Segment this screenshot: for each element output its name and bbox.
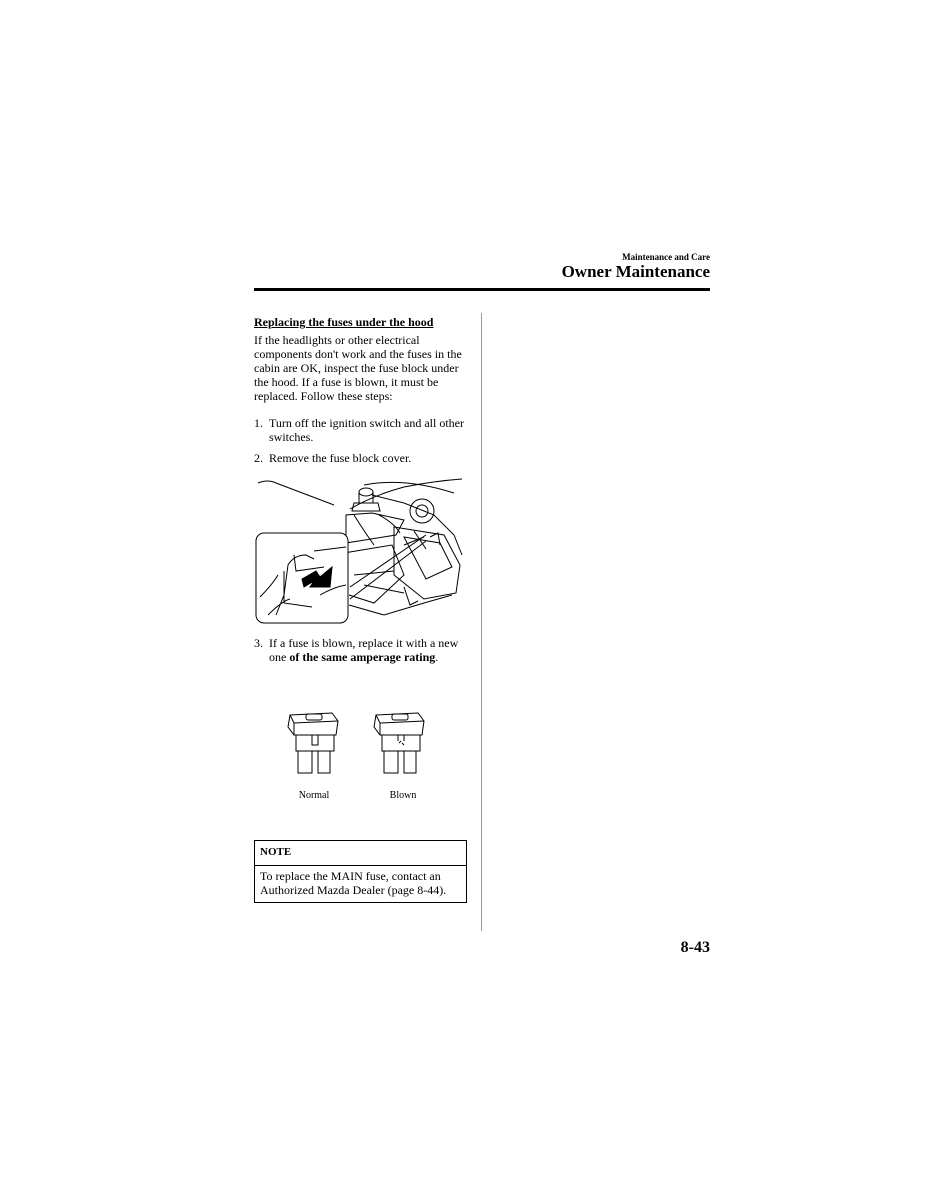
- blown-fuse-icon: [374, 713, 424, 773]
- header-divider: [254, 288, 710, 291]
- normal-fuse-label: Normal: [298, 790, 330, 801]
- fuse-block-cover-illustration: [254, 475, 466, 627]
- intro-paragraph: If the headlights or other electrical components don't work and the fuses in the cabin are OK, inspect the fuse block under the hood. If a fuse is blown, it must be replaced. Follow these steps:: [254, 333, 462, 403]
- step-number: 3.: [254, 636, 263, 650]
- note-divider: [255, 865, 466, 866]
- step-number: 1.: [254, 416, 263, 430]
- step-text: Remove the fuse block cover.: [269, 451, 412, 465]
- page-number: 8-43: [680, 939, 710, 956]
- blown-fuse-label: Blown: [389, 790, 417, 801]
- subheading: Replacing the fuses under the hood: [254, 315, 434, 329]
- step-text: Turn off the ignition switch and all other switches.: [269, 416, 464, 444]
- section-label: Maintenance and Care: [622, 252, 710, 262]
- fuses-illustration: [284, 705, 434, 780]
- note-box: [254, 840, 467, 903]
- note-text: To replace the MAIN fuse, contact an Authorized Mazda Dealer (page 8-44).: [260, 869, 447, 897]
- step-1: [254, 416, 468, 444]
- step-number: 2.: [254, 451, 263, 465]
- step-2: [254, 451, 468, 465]
- page-title: Owner Maintenance: [561, 262, 710, 281]
- step-text: If a fuse is blown, replace it with a new one of the same amperage rating.: [269, 636, 459, 664]
- step-3: [254, 636, 468, 664]
- normal-fuse-icon: [288, 713, 338, 773]
- note-title: NOTE: [260, 846, 292, 858]
- emphasis-text: of the same amperage rating: [289, 650, 436, 664]
- column-divider: [481, 313, 482, 931]
